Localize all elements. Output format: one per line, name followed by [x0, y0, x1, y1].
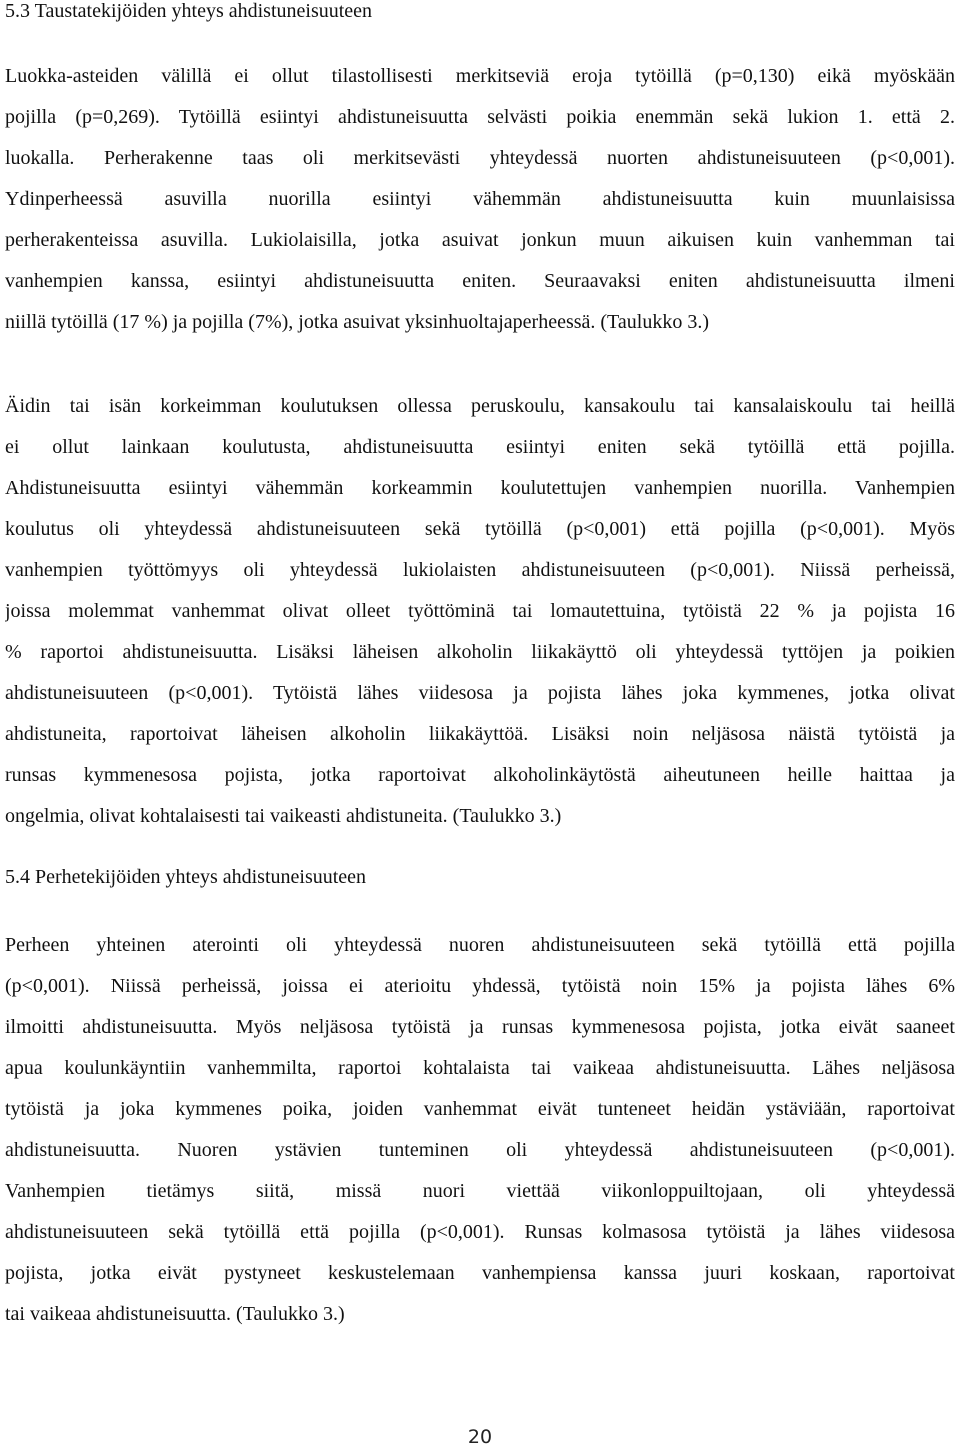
paragraph-line: Ahdistuneisuutta esiintyi vähemmän korkeammin koulutettujen vanhempien nuorilla. Vanhempien [5, 477, 955, 499]
paragraph-line: (p<0,001). Niissä perheissä, joissa ei aterioitu yhdessä, tytöistä noin 15% ja pojista lähes 6% [5, 975, 955, 997]
page-number: 20 [467, 1426, 493, 1448]
paragraph-line: tytöistä ja joka kymmenes poika, joiden vanhemmat eivät tunteneet heidän ystäviään, raportoivat [5, 1098, 955, 1120]
paragraph-line: tai vaikeaa ahdistuneisuutta. (Taulukko 3.) [5, 1303, 345, 1325]
paragraph-line: joissa molemmat vanhemmat olivat olleet työttöminä tai lomautettuina, tytöistä 22 % ja pojista 16 [5, 600, 955, 622]
paragraph-line: ei ollut lainkaan koulutusta, ahdistuneisuutta esiintyi eniten sekä tytöillä että pojilla. [5, 436, 955, 458]
paragraph-line: Vanhempien tietämys siitä, missä nuori viettää viikonloppuiltojaan, oli yhteydessä [5, 1180, 955, 1202]
paragraph-line: ahdistuneisuutta. Nuoren ystävien tunteminen oli yhteydessä ahdistuneisuuteen (p<0,001). [5, 1139, 955, 1161]
paragraph-line: niillä tytöillä (17 %) ja pojilla (7%), jotka asuivat yksinhuoltajaperheessä. (Taulukko 3.) [5, 311, 709, 333]
paragraph-line: pojista, jotka eivät pystyneet keskustelemaan vanhempiensa kanssa juuri koskaan, raportoivat [5, 1262, 955, 1284]
paragraph-line: vanhempien työttömyys oli yhteydessä lukiolaisten ahdistuneisuuteen (p<0,001). Niissä perheissä, [5, 559, 955, 581]
paragraph-line: Äidin tai isän korkeimman koulutuksen ollessa peruskoulu, kansakoulu tai kansalaiskoulu tai heillä [5, 395, 955, 417]
paragraph-line: ahdistuneisuuteen sekä tytöillä että pojilla (p<0,001). Runsas kolmasosa tytöistä ja lähes viidesosa [5, 1221, 955, 1243]
paragraph [5, 56, 955, 343]
paragraph-line: % raportoi ahdistuneisuutta. Lisäksi läheisen alkoholin liikakäyttö oli yhteydessä tyttöjen ja poikien [5, 641, 955, 663]
paragraph-line: luokalla. Perherakenne taas oli merkitsevästi yhteydessä nuorten ahdistuneisuuteen (p<0,001). [5, 147, 955, 169]
paragraph-line: Luokka-asteiden välillä ei ollut tilastollisesti merkitseviä eroja tytöillä (p=0,130) eikä myöskään [5, 65, 955, 87]
paragraph-line: vanhempien kanssa, esiintyi ahdistuneisuutta eniten. Seuraavaksi eniten ahdistuneisuutta ilmeni [5, 270, 955, 292]
paragraph-line: runsas kymmenesosa pojista, jotka raportoivat alkoholinkäytöstä aiheutuneen heille haittaa ja [5, 764, 955, 786]
paragraph-line: Perheen yhteinen aterointi oli yhteydessä nuoren ahdistuneisuuteen sekä tytöillä että pojilla [5, 934, 955, 956]
section-heading: 5.4 Perhetekijöiden yhteys ahdistuneisuuteen [5, 866, 367, 888]
paragraph-line: ahdistuneita, raportoivat läheisen alkoholin liikakäyttöä. Lisäksi noin neljäsosa näistä tytöistä ja [5, 723, 955, 745]
section-heading: 5.3 Taustatekijöiden yhteys ahdistuneisuuteen [5, 0, 373, 22]
paragraph-line: perherakenteissa asuvilla. Lukiolaisilla, jotka asuivat jonkun muun aikuisen kuin vanhemman tai [5, 229, 955, 251]
paragraph-line: Ydinperheessä asuvilla nuorilla esiintyi vähemmän ahdistuneisuutta kuin muunlaisissa [5, 188, 955, 210]
paragraph-line: pojilla (p=0,269). Tytöillä esiintyi ahdistuneisuutta selvästi poikia enemmän sekä lukion 1. että 2. [5, 106, 955, 128]
paragraph [5, 386, 955, 837]
paragraph-line: koulutus oli yhteydessä ahdistuneisuuteen sekä tytöillä (p<0,001) että pojilla (p<0,001). Myös [5, 518, 955, 540]
paragraph-line: ahdistuneisuuteen (p<0,001). Tytöistä lähes viidesosa ja pojista lähes joka kymmenes, jotka olivat [5, 682, 955, 704]
paragraph-line: ilmoitti ahdistuneisuutta. Myös neljäsosa tytöistä ja runsas kymmenesosa pojista, jotka eivät saaneet [5, 1016, 955, 1038]
paragraph-line: ongelmia, olivat kohtalaisesti tai vaikeasti ahdistuneita. (Taulukko 3.) [5, 805, 562, 827]
paragraph [5, 925, 955, 1335]
paragraph-line: apua koulunkäyntiin vanhemmilta, raportoi kohtalaista tai vaikeaa ahdistuneisuutta. Lähes neljäsosa [5, 1057, 955, 1079]
